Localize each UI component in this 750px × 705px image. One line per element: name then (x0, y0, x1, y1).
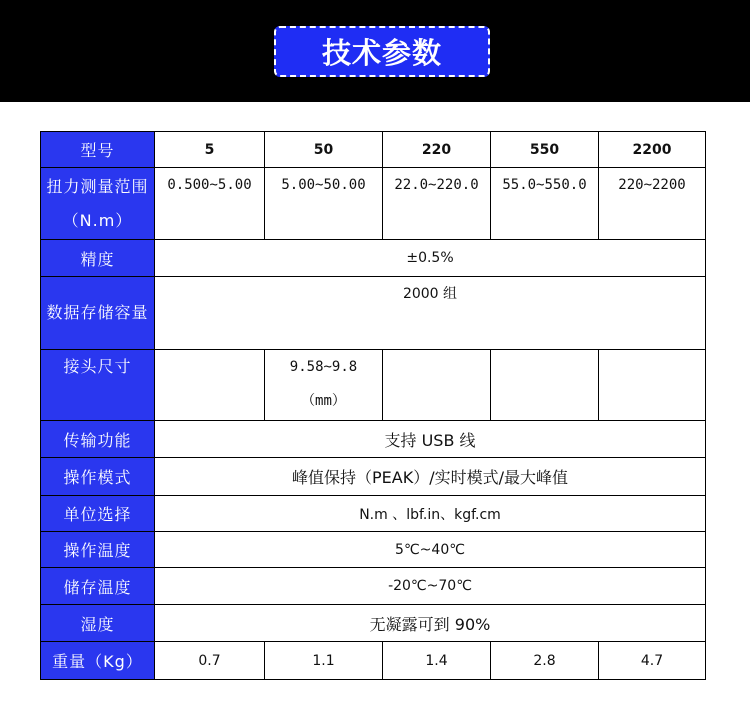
weight-cell: 2.8 (491, 642, 599, 680)
connector-cell (155, 350, 265, 421)
row-label-accuracy: 精度 (41, 240, 155, 277)
table-row-range (41, 168, 706, 240)
row-label-humidity: 湿度 (41, 605, 155, 642)
range-cell: 0.500~5.00 (155, 168, 265, 240)
table-row-unit (41, 496, 706, 532)
weight-cell: 1.4 (383, 642, 491, 680)
connector-cell: 9.58~9.8（mm） (265, 350, 383, 421)
connector-cell (491, 350, 599, 421)
table-row-op-temp (41, 532, 706, 568)
mode-value: 峰值保持（PEAK）/实时模式/最大峰值 (155, 458, 706, 496)
weight-cell: 0.7 (155, 642, 265, 680)
row-label-connector: 接头尺寸 (41, 350, 155, 421)
row-label-op-temp: 操作温度 (41, 532, 155, 568)
row-label-range: 扭力测量范围（N.m） (41, 168, 155, 240)
table-row-model (41, 132, 706, 168)
table-row-transfer (41, 421, 706, 458)
row-label-transfer: 传输功能 (41, 421, 155, 458)
table-row-humidity (41, 605, 706, 642)
storage-temp-value: -20℃~70℃ (155, 568, 706, 605)
spec-table (40, 131, 706, 680)
range-cell: 55.0~550.0 (491, 168, 599, 240)
connector-cell (383, 350, 491, 421)
accuracy-value: ±0.5% (155, 240, 706, 277)
storage-value: 2000 组 (155, 277, 706, 350)
weight-cell: 4.7 (599, 642, 706, 680)
range-cell: 5.00~50.00 (265, 168, 383, 240)
table-row-mode (41, 458, 706, 496)
transfer-value: 支持 USB 线 (155, 421, 706, 458)
header-bar (0, 0, 750, 102)
weight-cell: 1.1 (265, 642, 383, 680)
range-cell: 22.0~220.0 (383, 168, 491, 240)
row-label-unit: 单位选择 (41, 496, 155, 532)
model-cell: 550 (491, 132, 599, 168)
humidity-value: 无凝露可到 90% (155, 605, 706, 642)
table-row-storage (41, 277, 706, 350)
row-label-model: 型号 (41, 132, 155, 168)
row-label-storage: 数据存储容量 (41, 277, 155, 350)
page-title: 技术参数 (274, 26, 490, 77)
table-row-storage-temp (41, 568, 706, 605)
model-cell: 5 (155, 132, 265, 168)
unit-value: N.m 、lbf.in、kgf.cm (155, 496, 706, 532)
op-temp-value: 5℃~40℃ (155, 532, 706, 568)
model-cell: 220 (383, 132, 491, 168)
table-row-accuracy (41, 240, 706, 277)
range-cell: 220~2200 (599, 168, 706, 240)
table-row-weight (41, 642, 706, 680)
table-row-connector (41, 350, 706, 421)
row-label-storage-temp: 储存温度 (41, 568, 155, 605)
row-label-weight: 重量（Kg） (41, 642, 155, 680)
connector-cell (599, 350, 706, 421)
row-label-mode: 操作模式 (41, 458, 155, 496)
model-cell: 2200 (599, 132, 706, 168)
model-cell: 50 (265, 132, 383, 168)
